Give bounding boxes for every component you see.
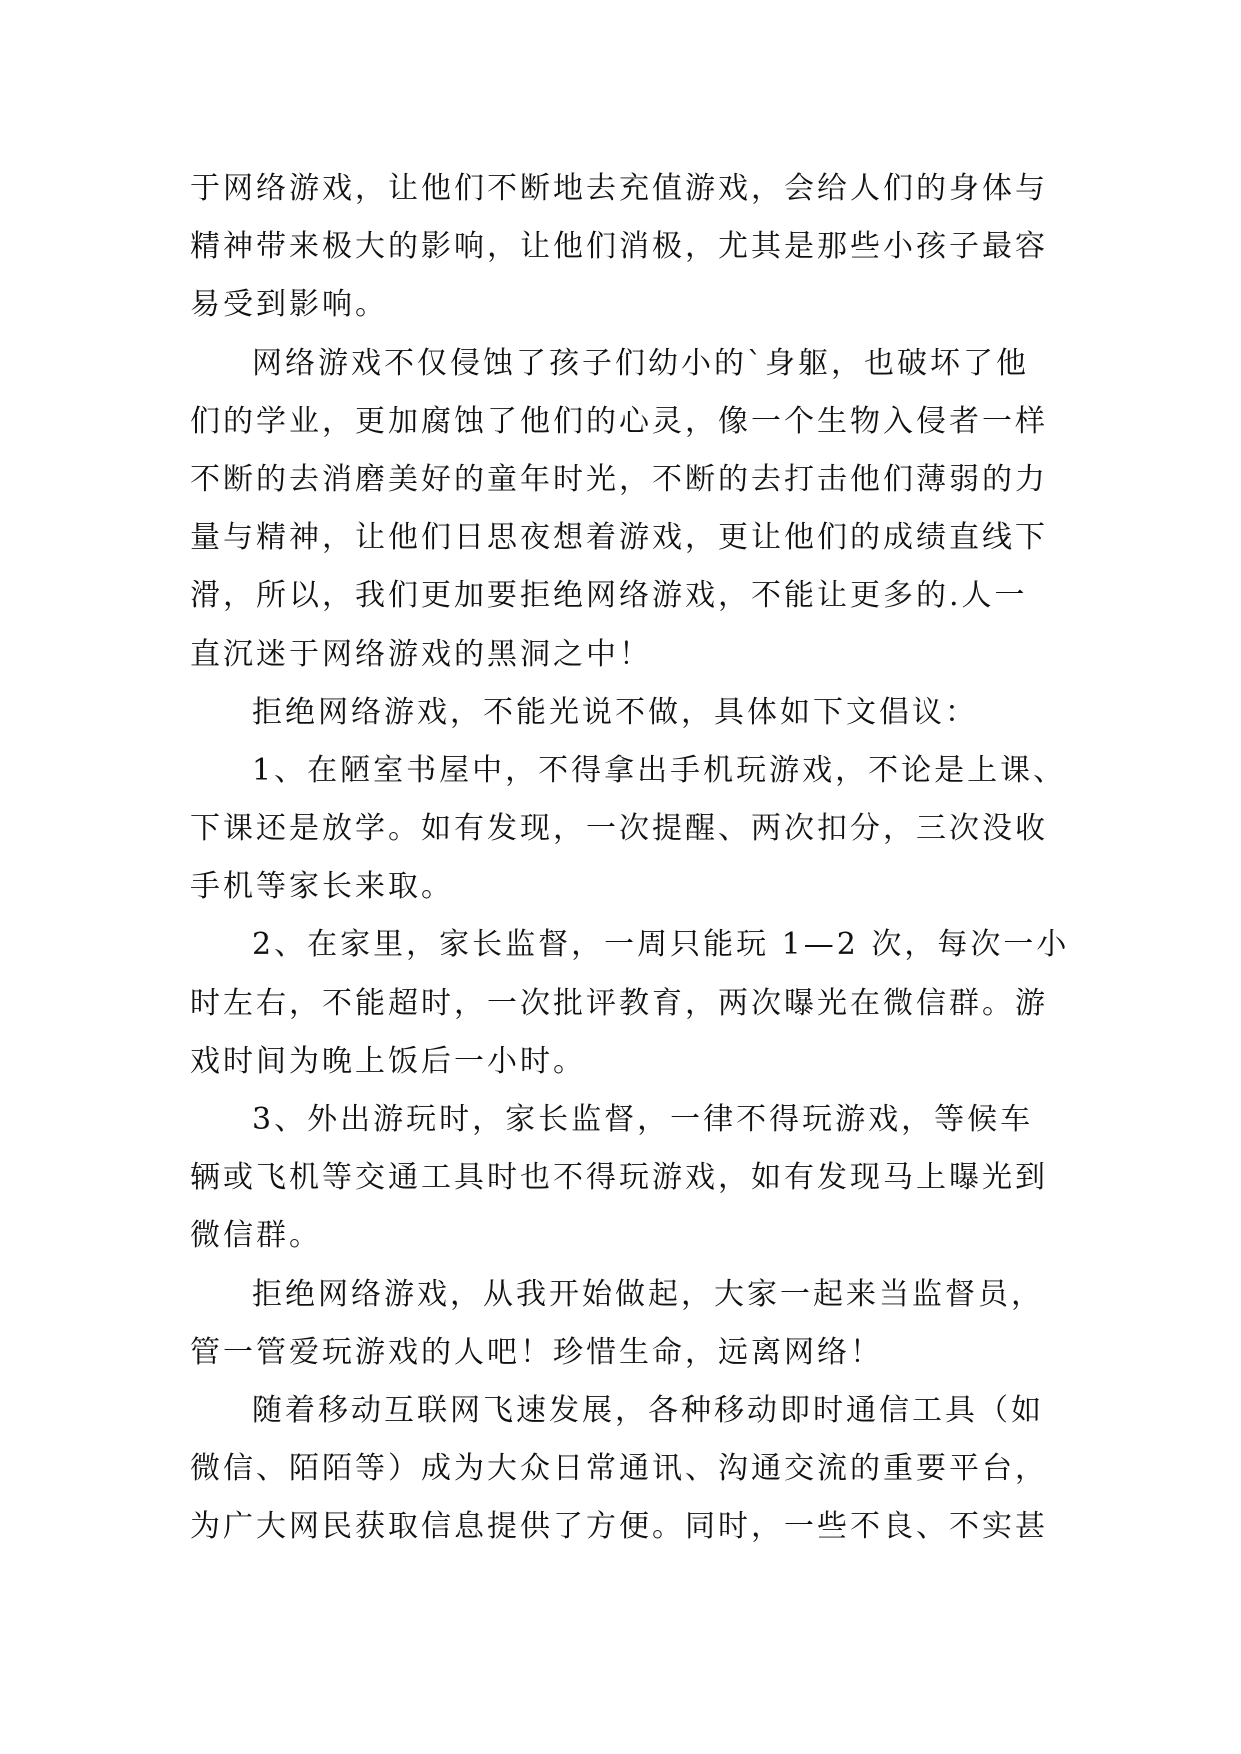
list-item-3-start: 3、外出游玩时，家长监督，一律不得玩游戏，等候车 xyxy=(252,1102,1034,1137)
text-line: 们的学业，更加腐蚀了他们的心灵，像一个生物入侵者一样 xyxy=(190,403,1048,439)
paragraph-start-line: 随着移动互联网飞速发展，各种移动即时通信工具（如 xyxy=(252,1392,1044,1428)
paragraph-start-line: 拒绝网络游戏，不能光说不做，具体如下文倡议： xyxy=(252,694,978,730)
text-line: 为广大网民获取信息提供了方便。同时，一些不良、不实甚 xyxy=(190,1509,1048,1545)
text-line: 微信、陌陌等）成为大众日常通讯、沟通交流的重要平台， xyxy=(190,1451,1048,1487)
text-line: 直沉迷于网络游戏的黑洞之中！ xyxy=(190,636,652,672)
text-line: 下课还是放学。如有发现，一次提醒、两次扣分，三次没收 xyxy=(190,811,1048,847)
list-item-2-start: 2、在家里，家长监督，一周只能玩 1—2 次，每次一小 xyxy=(252,927,1070,963)
text-line: 量与精神，让他们日思夜想着游戏，更让他们的成绩直线下 xyxy=(190,520,1048,556)
paragraph-start-line: 拒绝网络游戏，从我开始做起，大家一起来当监督员， xyxy=(252,1276,1044,1312)
text-line: 微信群。 xyxy=(190,1218,322,1254)
text-line: 易受到影响。 xyxy=(190,287,388,323)
text-line: 不断的去消磨美好的童年时光，不断的去打击他们薄弱的力 xyxy=(190,461,1048,497)
text-line: 滑，所以，我们更加要拒绝网络游戏，不能让更多的.人一 xyxy=(190,578,1028,614)
text-line: 戏时间为晚上饭后一小时。 xyxy=(190,1043,586,1079)
text-line: 时左右，不能超时，一次批评教育，两次曝光在微信群。游 xyxy=(190,985,1048,1021)
paragraph-start-line: 网络游戏不仅侵蚀了孩子们幼小的`身躯，也破坏了他 xyxy=(252,345,1029,381)
text-line: 于网络游戏，让他们不断地去充值游戏，会给人们的身体与 xyxy=(190,171,1048,206)
text-line: 手机等家长来取。 xyxy=(190,869,454,905)
text-line: 辆或飞机等交通工具时也不得玩游戏，如有发现马上曝光到 xyxy=(190,1160,1048,1196)
document-body xyxy=(190,160,1080,1557)
list-item-1-start: 1、在陋室书屋中，不得拿出手机玩游戏，不论是上课、 xyxy=(252,752,1067,788)
text-line: 管一管爱玩游戏的人吧！珍惜生命，远离网络！ xyxy=(190,1334,883,1370)
text-line: 精神带来极大的影响，让他们消极，尤其是那些小孩子最容 xyxy=(190,229,1048,265)
